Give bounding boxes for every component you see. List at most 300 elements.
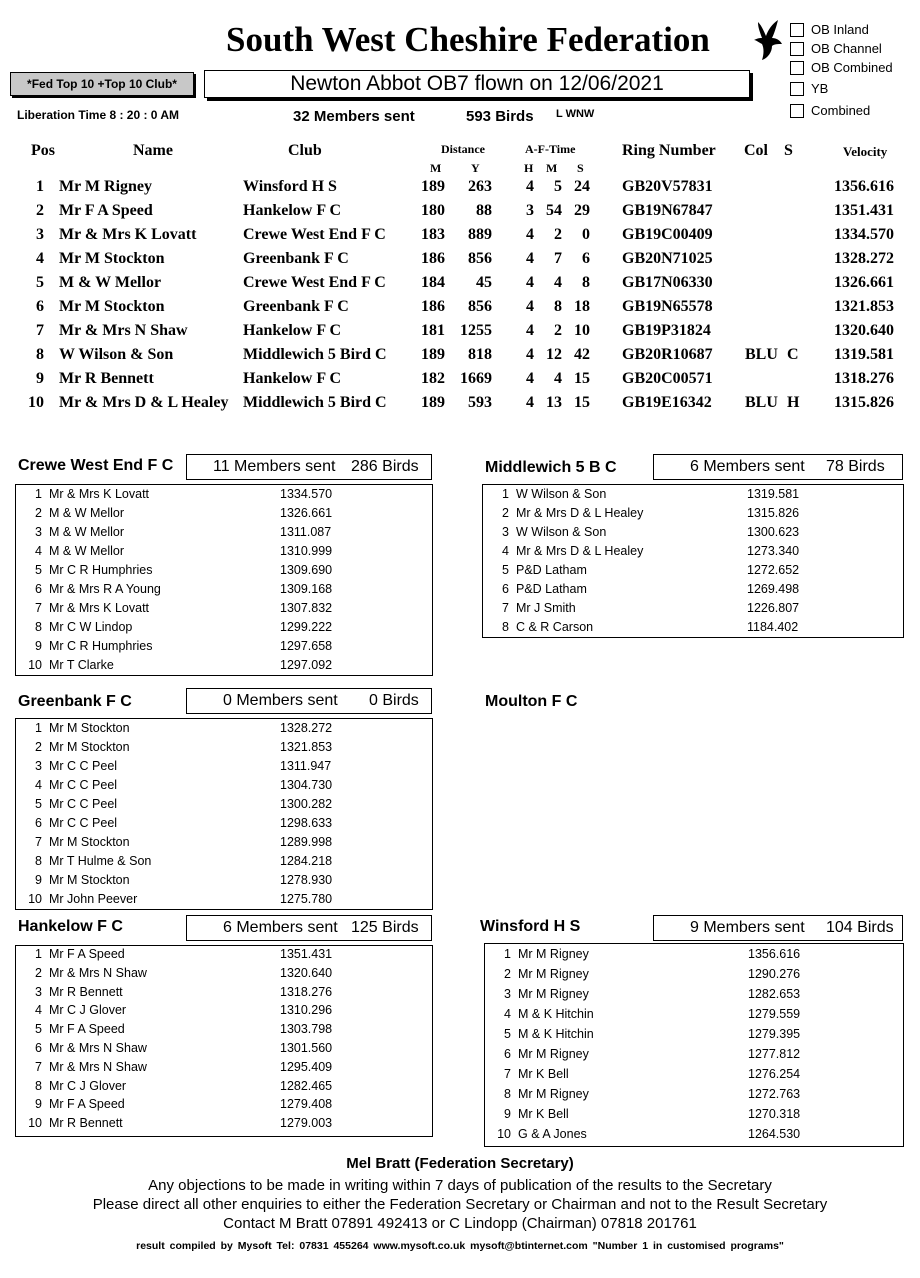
- club-title-greenbank: Greenbank F C: [18, 693, 132, 710]
- club-list-row: [16, 544, 432, 563]
- club-row-name: M & K Hitchin: [518, 1027, 594, 1041]
- result-club: Greenbank F C: [243, 250, 349, 267]
- result-club: Middlewich 5 Bird C: [243, 394, 387, 411]
- club-row-velocity: 1279.408: [280, 1097, 333, 1112]
- result-minutes: 7: [554, 250, 562, 267]
- club-row-name: Mr C C Peel: [49, 797, 118, 811]
- result-name: Mr & Mrs K Lovatt: [59, 226, 197, 243]
- club-row-velocity: 1351.431: [280, 947, 333, 961]
- club-list-row: [16, 525, 432, 544]
- club-row-velocity: 1328.272: [280, 721, 333, 735]
- pigeon-logo-icon: [752, 18, 786, 60]
- club-row-pos: 8: [35, 1078, 42, 1093]
- result-name: W Wilson & Son: [59, 346, 174, 363]
- club-row-velocity: 1311.087: [280, 525, 332, 539]
- club-list-row: [16, 620, 432, 639]
- result-velocity: 1334.570: [834, 226, 894, 243]
- club-list-row: [483, 563, 903, 582]
- club-row-velocity: 1282.465: [280, 1078, 333, 1093]
- fed-result-row: [0, 202, 920, 226]
- result-minutes: 2: [554, 322, 562, 339]
- club-row-pos: 2: [35, 965, 42, 980]
- club-list-row: [16, 639, 432, 658]
- result-ring: GB20C00571: [622, 370, 713, 387]
- club-row-velocity: 1334.570: [280, 487, 333, 501]
- result-hours: 4: [526, 178, 534, 195]
- club-row-pos: 7: [502, 601, 509, 615]
- page-title: South West Cheshire Federation: [226, 20, 710, 59]
- club-row-pos: 1: [35, 947, 42, 961]
- club-row-pos: 5: [35, 563, 42, 577]
- result-club: Middlewich 5 Bird C: [243, 346, 387, 363]
- result-hours: 4: [526, 298, 534, 315]
- club-row-velocity: 1320.640: [280, 965, 333, 980]
- club-row-pos: 3: [502, 525, 509, 539]
- club-list-row: [16, 1022, 432, 1041]
- club-row-velocity: 1278.930: [280, 873, 333, 887]
- checkbox-icon[interactable]: [790, 104, 804, 118]
- result-yards: 856: [468, 298, 492, 315]
- fed-result-row: [0, 370, 920, 394]
- club-list-row: [485, 1007, 903, 1026]
- club-row-name: Mr M Stockton: [49, 740, 130, 754]
- club-sent-members: 0 Members sent: [223, 692, 338, 709]
- result-ring: GB20N71025: [622, 250, 713, 267]
- club-row-name: Mr M Rigney: [518, 967, 589, 981]
- club-title-middlewich: Middlewich 5 B C: [485, 459, 617, 476]
- club-row-pos: 8: [504, 1087, 511, 1101]
- club-sent-greenbank: [186, 688, 432, 714]
- result-hours: 4: [526, 346, 534, 363]
- result-name: M & W Mellor: [59, 274, 162, 291]
- fed-top-tag: *Fed Top 10 +Top 10 Club*: [10, 72, 194, 96]
- club-row-pos: 6: [502, 582, 509, 596]
- fed-result-row: [0, 250, 920, 274]
- enquiries-note: Please direct all other enquiries to either the Federation Secretary or Chairman and not to the Result Secretary: [92, 1196, 828, 1213]
- club-row-pos: 5: [502, 563, 509, 577]
- result-colour: BLU: [745, 394, 778, 411]
- result-seconds: 29: [574, 202, 590, 219]
- club-row-pos: 9: [35, 873, 42, 887]
- club-row-name: Mr M Stockton: [49, 835, 130, 849]
- club-list-row: [16, 854, 432, 873]
- result-miles: 182: [421, 370, 445, 387]
- result-pos: 8: [36, 346, 44, 363]
- club-list-row: [483, 525, 903, 544]
- club-row-pos: 3: [35, 759, 42, 773]
- club-row-name: Mr C C Peel: [49, 759, 118, 773]
- fed-result-row: [0, 298, 920, 322]
- club-row-name: M & W Mellor: [49, 506, 124, 520]
- result-velocity: 1326.661: [834, 274, 894, 291]
- club-row-pos: 7: [504, 1067, 511, 1081]
- result-ring: GB20V57831: [622, 178, 713, 195]
- checkbox-icon[interactable]: [790, 42, 804, 56]
- club-row-name: Mr John Peever: [49, 892, 138, 906]
- club-row-velocity: 1279.395: [748, 1027, 801, 1041]
- club-row-velocity: 1226.807: [747, 601, 800, 615]
- club-row-name: Mr K Bell: [518, 1107, 569, 1121]
- col-aftime: A-F-Time: [525, 142, 576, 156]
- club-list-row: [16, 506, 432, 525]
- club-row-name: Mr M Stockton: [49, 873, 130, 887]
- club-list-hankelow: [15, 945, 433, 1137]
- result-miles: 186: [421, 298, 445, 315]
- club-row-velocity: 1279.559: [748, 1007, 801, 1021]
- checkbox-icon[interactable]: [790, 61, 804, 75]
- club-row-velocity: 1326.661: [280, 506, 333, 520]
- club-row-name: Mr M Rigney: [518, 947, 589, 961]
- club-row-velocity: 1282.653: [748, 987, 801, 1001]
- club-list-row: [485, 1127, 903, 1146]
- club-list-winsford: [484, 943, 904, 1147]
- club-row-name: W Wilson & Son: [516, 525, 607, 539]
- result-ring: GB19N67847: [622, 202, 713, 219]
- club-row-velocity: 1300.282: [280, 797, 333, 811]
- club-row-pos: 6: [35, 1041, 42, 1055]
- result-hours: 4: [526, 322, 534, 339]
- club-row-velocity: 1270.318: [748, 1107, 801, 1121]
- result-seconds: 8: [582, 274, 590, 291]
- result-seconds: 18: [574, 298, 590, 315]
- result-velocity: 1321.853: [834, 298, 894, 315]
- col-club: Club: [288, 142, 322, 159]
- club-list-row: [16, 487, 432, 506]
- club-row-velocity: 1276.254: [748, 1067, 801, 1081]
- club-row-velocity: 1310.296: [280, 1003, 333, 1018]
- club-list-row: [483, 582, 903, 601]
- club-row-velocity: 1304.730: [280, 778, 333, 792]
- result-hours: 4: [526, 394, 534, 411]
- club-row-name: P&D Latham: [516, 563, 587, 577]
- result-yards: 593: [468, 394, 492, 411]
- club-list-row: [16, 1116, 432, 1135]
- col-distance: Distance: [441, 142, 485, 156]
- result-minutes: 8: [554, 298, 562, 315]
- club-row-pos: 1: [35, 487, 42, 501]
- club-row-velocity: 1279.003: [280, 1116, 333, 1131]
- result-pos: 6: [36, 298, 44, 315]
- result-club: Greenbank F C: [243, 298, 349, 315]
- col-pos: Pos: [31, 142, 55, 159]
- result-club: Crewe West End F C: [243, 226, 386, 243]
- club-row-velocity: 1273.340: [747, 544, 800, 558]
- result-hours: 4: [526, 370, 534, 387]
- result-miles: 189: [421, 346, 445, 363]
- club-row-name: Mr K Bell: [518, 1067, 569, 1081]
- result-yards: 1669: [460, 370, 492, 387]
- club-list-row: [483, 487, 903, 506]
- col-minutes: M: [546, 161, 558, 175]
- club-list-row: [485, 1047, 903, 1066]
- club-list-row: [16, 601, 432, 620]
- club-row-name: M & W Mellor: [49, 544, 124, 558]
- club-row-pos: 2: [504, 967, 511, 981]
- result-colour: BLU: [745, 346, 778, 363]
- club-row-name: Mr & Mrs D & L Healey: [516, 544, 644, 558]
- result-name: Mr R Bennett: [59, 370, 154, 387]
- result-yards: 889: [468, 226, 492, 243]
- fed-result-row: [0, 178, 920, 202]
- club-row-velocity: 1298.633: [280, 816, 333, 830]
- club-row-pos: 10: [28, 1116, 42, 1131]
- result-velocity: 1319.581: [834, 346, 894, 363]
- result-miles: 180: [421, 202, 445, 219]
- result-pos: 1: [36, 178, 44, 195]
- club-row-pos: 7: [35, 1059, 42, 1074]
- club-row-name: Mr & Mrs D & L Healey: [516, 506, 644, 520]
- club-sent-members: 6 Members sent: [690, 458, 805, 475]
- result-pos: 10: [28, 394, 44, 411]
- result-hours: 4: [526, 226, 534, 243]
- club-row-name: W Wilson & Son: [516, 487, 607, 501]
- result-ring: GB19P31824: [622, 322, 711, 339]
- club-row-name: Mr T Clarke: [49, 658, 114, 672]
- result-sex: H: [787, 394, 800, 411]
- club-row-velocity: 1310.999: [280, 544, 333, 558]
- club-sent-members: 11 Members sent: [213, 458, 336, 475]
- club-row-pos: 9: [35, 639, 42, 653]
- result-ring: GB19N65578: [622, 298, 713, 315]
- result-pos: 4: [36, 250, 44, 267]
- result-minutes: 2: [554, 226, 562, 243]
- club-row-velocity: 1309.690: [280, 563, 333, 577]
- club-row-velocity: 1311.947: [280, 759, 332, 773]
- result-seconds: 15: [574, 394, 590, 411]
- club-list-row: [485, 1067, 903, 1086]
- result-ring: GB20R10687: [622, 346, 713, 363]
- members-sent: 32 Members sent: [293, 108, 415, 125]
- club-row-pos: 10: [28, 658, 42, 672]
- result-sex: C: [787, 346, 799, 363]
- result-club: Hankelow F C: [243, 370, 342, 387]
- club-row-pos: 6: [35, 582, 42, 596]
- col-sex: S: [784, 142, 793, 159]
- club-list-row: [16, 947, 432, 966]
- result-name: Mr & Mrs D & L Healey: [59, 394, 229, 411]
- club-row-name: Mr J Smith: [516, 601, 576, 615]
- result-minutes: 54: [546, 202, 562, 219]
- club-row-velocity: 1309.168: [280, 582, 333, 596]
- club-row-pos: 6: [35, 816, 42, 830]
- club-row-pos: 4: [35, 1003, 42, 1018]
- result-seconds: 10: [574, 322, 590, 339]
- club-row-name: Mr M Rigney: [518, 1047, 589, 1061]
- club-list-row: [485, 967, 903, 986]
- option-ob-channel[interactable]: OB Channel: [790, 41, 882, 56]
- club-row-pos: 5: [35, 797, 42, 811]
- club-list-row: [485, 1107, 903, 1126]
- result-minutes: 13: [546, 394, 562, 411]
- result-hours: 4: [526, 250, 534, 267]
- race-title: Newton Abbot OB7 flown on 12/06/2021: [204, 70, 750, 98]
- club-row-pos: 1: [35, 721, 42, 735]
- result-velocity: 1318.276: [834, 370, 894, 387]
- option-ob-inland[interactable]: OB Inland: [790, 22, 869, 37]
- club-row-velocity: 1297.092: [280, 658, 333, 672]
- club-list-row: [483, 620, 903, 639]
- club-row-velocity: 1289.998: [280, 835, 333, 849]
- club-title-crewe: Crewe West End F C: [18, 457, 174, 474]
- club-row-pos: 2: [502, 506, 509, 520]
- club-row-pos: 8: [35, 854, 42, 868]
- result-ring: GB17N06330: [622, 274, 713, 291]
- club-row-pos: 1: [502, 487, 509, 501]
- club-row-pos: 6: [504, 1047, 511, 1061]
- club-row-name: Mr & Mrs K Lovatt: [49, 487, 150, 501]
- club-row-velocity: 1315.826: [747, 506, 800, 520]
- result-miles: 189: [421, 178, 445, 195]
- club-list-row: [16, 966, 432, 985]
- result-velocity: 1328.272: [834, 250, 894, 267]
- club-row-name: Mr F A Speed: [49, 1022, 125, 1037]
- club-row-name: G & A Jones: [518, 1127, 587, 1141]
- option-yb[interactable]: YB: [790, 81, 828, 96]
- club-row-velocity: 1269.498: [747, 582, 800, 596]
- result-yards: 88: [476, 202, 492, 219]
- club-row-name: Mr & Mrs N Shaw: [49, 965, 147, 980]
- club-row-pos: 9: [35, 1097, 42, 1112]
- club-row-velocity: 1318.276: [280, 984, 333, 999]
- club-row-velocity: 1275.780: [280, 892, 333, 906]
- result-seconds: 42: [574, 346, 590, 363]
- club-sent-birds: 78 Birds: [826, 458, 885, 475]
- compiler-credit: result compiled by Mysoft Tel: 07831 455264 www.mysoft.co.uk mysoft@btinternet.com "Number 1 in customised programs": [136, 1240, 784, 1252]
- checkbox-icon[interactable]: [790, 23, 804, 37]
- option-combined[interactable]: Combined: [790, 103, 870, 118]
- result-miles: 189: [421, 394, 445, 411]
- club-row-velocity: 1272.652: [747, 563, 800, 577]
- club-row-name: Mr C R Humphries: [49, 639, 153, 653]
- checkbox-icon[interactable]: [790, 82, 804, 96]
- club-list-middlewich: [482, 484, 904, 638]
- result-yards: 1255: [460, 322, 492, 339]
- result-yards: 856: [468, 250, 492, 267]
- club-list-row: [16, 1041, 432, 1060]
- club-row-pos: 5: [504, 1027, 511, 1041]
- result-pos: 2: [36, 202, 44, 219]
- club-row-name: Mr M Rigney: [518, 987, 589, 1001]
- club-list-row: [16, 658, 432, 677]
- result-velocity: 1315.826: [834, 394, 894, 411]
- result-yards: 818: [468, 346, 492, 363]
- club-sent-members: 6 Members sent: [223, 919, 338, 936]
- club-list-row: [16, 778, 432, 797]
- result-miles: 186: [421, 250, 445, 267]
- club-row-pos: 4: [502, 544, 509, 558]
- club-row-velocity: 1277.812: [748, 1047, 801, 1061]
- result-club: Crewe West End F C: [243, 274, 386, 291]
- club-list-row: [16, 1079, 432, 1098]
- club-list-row: [16, 892, 432, 911]
- option-ob-combined[interactable]: OB Combined: [790, 60, 893, 75]
- result-minutes: 5: [554, 178, 562, 195]
- club-row-name: Mr R Bennett: [49, 984, 123, 999]
- club-row-pos: 3: [504, 987, 511, 1001]
- club-row-name: Mr C W Lindop: [49, 620, 133, 634]
- club-list-crewe: [15, 484, 433, 676]
- club-list-row: [16, 721, 432, 740]
- result-pos: 7: [36, 322, 44, 339]
- col-seconds: S: [577, 161, 584, 175]
- col-miles: M: [430, 161, 442, 175]
- club-row-velocity: 1264.530: [748, 1127, 801, 1141]
- club-list-row: [483, 544, 903, 563]
- result-club: Winsford H S: [243, 178, 337, 195]
- club-sent-birds: 125 Birds: [351, 919, 419, 936]
- contact-line: Contact M Bratt 07891 492413 or C Lindopp (Chairman) 07818 201761: [223, 1215, 697, 1232]
- club-row-pos: 7: [35, 601, 42, 615]
- club-row-name: Mr C C Peel: [49, 816, 118, 830]
- club-row-pos: 4: [504, 1007, 511, 1021]
- club-list-row: [16, 1097, 432, 1116]
- result-yards: 45: [476, 274, 492, 291]
- club-row-name: Mr C R Humphries: [49, 563, 153, 577]
- club-list-row: [16, 759, 432, 778]
- club-list-row: [16, 582, 432, 601]
- club-row-velocity: 1284.218: [280, 854, 333, 868]
- result-hours: 4: [526, 274, 534, 291]
- fed-result-row: [0, 346, 920, 370]
- club-row-velocity: 1272.763: [748, 1087, 801, 1101]
- result-yards: 263: [468, 178, 492, 195]
- club-row-name: Mr C C Peel: [49, 778, 118, 792]
- result-seconds: 6: [582, 250, 590, 267]
- club-row-pos: 4: [35, 778, 42, 792]
- club-row-name: C & R Carson: [516, 620, 594, 634]
- club-list-row: [485, 1087, 903, 1106]
- result-minutes: 4: [554, 370, 562, 387]
- club-list-row: [16, 835, 432, 854]
- club-row-name: P&D Latham: [516, 582, 587, 596]
- club-list-row: [483, 506, 903, 525]
- result-seconds: 15: [574, 370, 590, 387]
- club-row-name: Mr F A Speed: [49, 1097, 125, 1112]
- col-velocity: Velocity: [843, 144, 888, 159]
- birds-sent: 593 Birds: [466, 108, 534, 125]
- club-row-pos: 10: [28, 892, 42, 906]
- result-pos: 5: [36, 274, 44, 291]
- col-yards: Y: [471, 161, 480, 175]
- club-list-row: [16, 797, 432, 816]
- club-row-name: Mr C J Glover: [49, 1078, 127, 1093]
- result-minutes: 4: [554, 274, 562, 291]
- club-row-name: Mr C J Glover: [49, 1003, 127, 1018]
- club-row-pos: 9: [504, 1107, 511, 1121]
- col-hours: H: [524, 161, 534, 175]
- result-velocity: 1320.640: [834, 322, 894, 339]
- result-name: Mr M Stockton: [59, 250, 165, 267]
- fed-result-row: [0, 394, 920, 418]
- result-velocity: 1351.431: [834, 202, 894, 219]
- club-sent-hankelow: [186, 915, 432, 941]
- club-row-velocity: 1319.581: [747, 487, 800, 501]
- club-row-name: M & W Mellor: [49, 525, 124, 539]
- club-row-velocity: 1356.616: [748, 947, 801, 961]
- club-title-hankelow: Hankelow F C: [18, 918, 123, 935]
- club-list-row: [16, 563, 432, 582]
- result-hours: 3: [526, 202, 534, 219]
- col-ring: Ring Number: [622, 142, 716, 159]
- club-list-greenbank: [15, 718, 433, 910]
- club-row-pos: 7: [35, 835, 42, 849]
- club-list-row: [483, 601, 903, 620]
- club-row-velocity: 1297.658: [280, 639, 333, 653]
- club-row-name: Mr & Mrs K Lovatt: [49, 601, 150, 615]
- club-row-velocity: 1321.853: [280, 740, 333, 754]
- club-row-name: M & K Hitchin: [518, 1007, 594, 1021]
- objections-note: Any objections to be made in writing within 7 days of publication of the results to the Secretary: [148, 1177, 772, 1194]
